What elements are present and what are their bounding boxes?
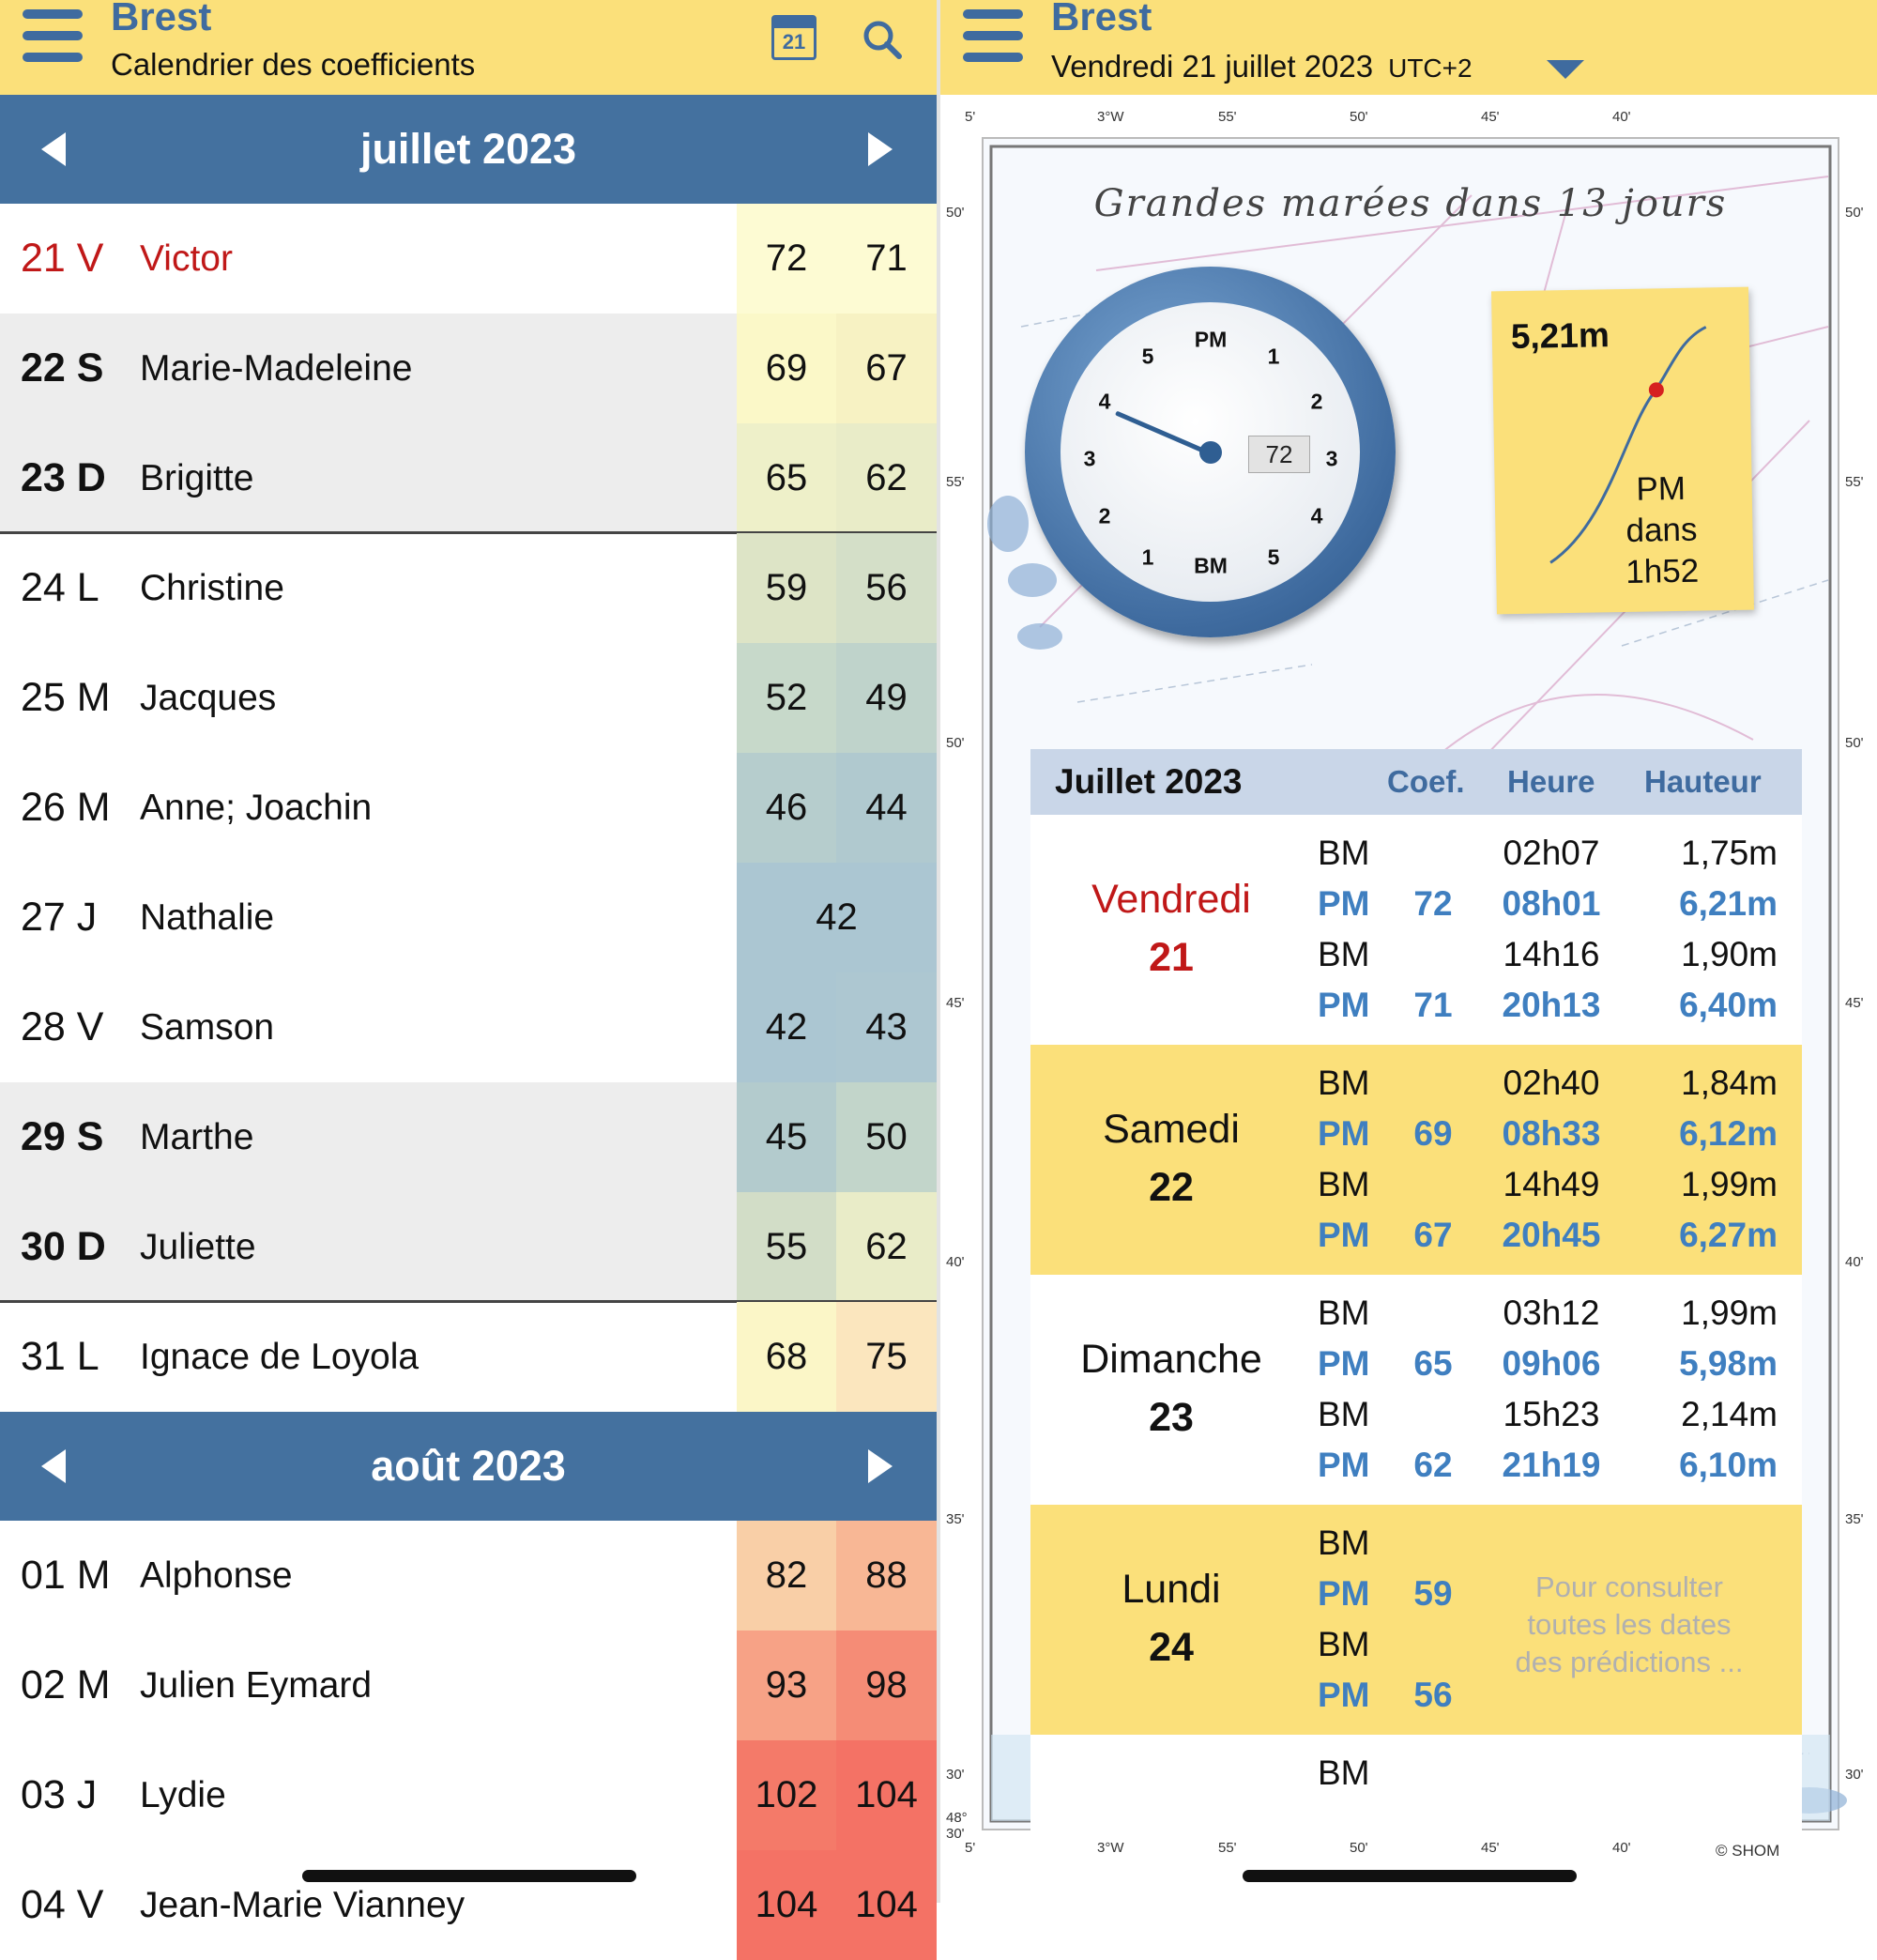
tide-entry bbox=[1030, 1058, 1802, 1109]
tide-day-block[interactable] bbox=[1030, 815, 1802, 1045]
tide-clock-number: 2 bbox=[1098, 503, 1111, 528]
tide-clock-number: 1 bbox=[1141, 544, 1154, 570]
map-left-tick: 55' bbox=[946, 474, 965, 490]
saint-name: Anne; Joachin bbox=[140, 788, 373, 828]
tide-coefficient: 72 bbox=[1413, 884, 1453, 923]
coefficient-morning: 46 bbox=[737, 753, 836, 863]
tide-type: PM bbox=[1318, 884, 1370, 923]
map-right-tick: 55' bbox=[1845, 474, 1864, 490]
tide-time: 20h45 bbox=[1502, 1216, 1601, 1254]
day-label: 30 D bbox=[21, 1224, 106, 1269]
saint-name: Marthe bbox=[140, 1117, 254, 1157]
coefficient-evening: 44 bbox=[836, 753, 937, 863]
copyright: © SHOM bbox=[1716, 1842, 1780, 1860]
map-bottom-tick: 45' bbox=[1481, 1840, 1500, 1856]
tide-type: BM bbox=[1318, 935, 1370, 973]
tide-coefficient: 69 bbox=[1413, 1114, 1453, 1153]
tide-day-block[interactable] bbox=[1030, 1505, 1802, 1735]
coefficient-evening: 56 bbox=[836, 533, 937, 643]
tide-type: BM bbox=[1318, 1165, 1370, 1203]
saint-name: Christine bbox=[140, 568, 284, 608]
map-left-tick: 45' bbox=[946, 995, 965, 1011]
tide-height: 6,21m bbox=[1679, 884, 1778, 923]
coefficient-evening: 88 bbox=[836, 1521, 937, 1631]
day-row[interactable] bbox=[0, 643, 937, 753]
tide-coefficient: 59 bbox=[1413, 1574, 1453, 1613]
tide-clock-bm-label: BM bbox=[1194, 553, 1228, 578]
day-label: 29 S bbox=[21, 1114, 104, 1159]
tide-type: BM bbox=[1318, 1395, 1370, 1433]
tide-type: BM bbox=[1318, 1625, 1370, 1663]
day-label: 24 L bbox=[21, 565, 99, 610]
day-label: 25 M bbox=[21, 675, 111, 720]
menu-icon[interactable] bbox=[23, 9, 83, 69]
saint-name: Victor bbox=[140, 238, 233, 279]
countdown-line: 1h52 bbox=[1625, 552, 1700, 590]
tide-type: PM bbox=[1318, 1344, 1370, 1383]
countdown-line: dans bbox=[1625, 511, 1698, 549]
tide-clock-coefficient: 72 bbox=[1248, 436, 1310, 473]
tide-type: PM bbox=[1318, 1446, 1370, 1484]
tide-height: 5,98m bbox=[1679, 1344, 1778, 1383]
day-row[interactable] bbox=[0, 1740, 937, 1850]
tide-day-block[interactable] bbox=[1030, 1045, 1802, 1275]
saint-name: Brigitte bbox=[140, 458, 254, 498]
coefficient-evening: 62 bbox=[836, 1192, 937, 1302]
tide-clock-number: 5 bbox=[1267, 544, 1280, 570]
map-bottom-tick: 5' bbox=[965, 1840, 976, 1856]
nautical-chart[interactable] bbox=[982, 137, 1839, 1830]
tide-height: 6,27m bbox=[1679, 1216, 1778, 1254]
tide-clock-hub bbox=[1199, 441, 1222, 464]
map-right-tick: 50' bbox=[1845, 735, 1864, 751]
tide-time: 14h49 bbox=[1503, 1165, 1600, 1203]
coefficient-evening: 43 bbox=[836, 972, 937, 1082]
day-row[interactable] bbox=[0, 1082, 937, 1192]
tide-time: 02h07 bbox=[1503, 834, 1600, 872]
tide-day-number: 22 bbox=[1149, 1165, 1194, 1210]
tide-day-name: Dimanche bbox=[1080, 1337, 1262, 1382]
month-label: août 2023 bbox=[371, 1442, 566, 1490]
current-height: 5,21m bbox=[1510, 315, 1610, 357]
tide-type: BM bbox=[1318, 1524, 1370, 1562]
saint-name: Jacques bbox=[140, 678, 277, 718]
day-label: 26 M bbox=[21, 785, 111, 830]
coefficient-morning: 82 bbox=[737, 1521, 836, 1631]
day-row[interactable] bbox=[0, 863, 937, 972]
map-left-tick: 50' bbox=[946, 205, 965, 221]
saint-name: Juliette bbox=[140, 1227, 256, 1267]
tide-day-block[interactable] bbox=[1030, 1275, 1802, 1505]
tide-day-number: 24 bbox=[1149, 1625, 1194, 1670]
page-subtitle: Calendrier des coefficients bbox=[111, 47, 476, 82]
saint-name: Julien Eymard bbox=[140, 1665, 373, 1706]
tide-time: 14h16 bbox=[1503, 935, 1600, 973]
tide-type: BM bbox=[1318, 1753, 1370, 1792]
tide-time: 08h33 bbox=[1502, 1114, 1601, 1153]
map-top-tick: 50' bbox=[1350, 109, 1368, 125]
tide-type: PM bbox=[1318, 1216, 1370, 1254]
tide-time: 02h40 bbox=[1503, 1064, 1600, 1102]
saint-name: Jean-Marie Vianney bbox=[140, 1885, 465, 1925]
tide-clock-face bbox=[1061, 302, 1360, 602]
map-top-tick: 5' bbox=[965, 109, 976, 125]
tide-coefficient: 67 bbox=[1413, 1216, 1453, 1254]
coefficient-calendar-pane bbox=[0, 0, 937, 1927]
column-coef: Coef. bbox=[1387, 764, 1465, 799]
day-row[interactable] bbox=[0, 753, 937, 863]
calendar-icon-day: 21 bbox=[782, 30, 806, 54]
day-row[interactable] bbox=[0, 204, 937, 314]
tide-time: 21h19 bbox=[1502, 1446, 1601, 1484]
date-selector[interactable] bbox=[1051, 49, 1473, 84]
search-icon[interactable] bbox=[862, 19, 903, 60]
map-top-tick: 40' bbox=[1612, 109, 1631, 125]
height-sticky-note bbox=[1491, 287, 1754, 615]
coefficient-evening: 71 bbox=[836, 204, 937, 314]
month-header bbox=[0, 1412, 937, 1521]
tide-height: 1,99m bbox=[1681, 1165, 1778, 1203]
map-bottom-tick: 3°W bbox=[1097, 1840, 1124, 1856]
coefficient-evening: 104 bbox=[836, 1850, 937, 1960]
coefficient-evening: 49 bbox=[836, 643, 937, 753]
tide-height: 1,84m bbox=[1681, 1064, 1778, 1102]
coefficient-evening: 67 bbox=[836, 314, 937, 423]
day-label: 31 L bbox=[21, 1334, 99, 1379]
tide-type: BM bbox=[1318, 1064, 1370, 1102]
tide-type: BM bbox=[1318, 1294, 1370, 1332]
tide-entry bbox=[1030, 1389, 1802, 1440]
tide-clock-number: 1 bbox=[1267, 344, 1280, 369]
tide-clock-number: 4 bbox=[1098, 389, 1111, 414]
month-header bbox=[0, 95, 937, 204]
day-label: 02 M bbox=[21, 1662, 111, 1707]
map-top-tick: 45' bbox=[1481, 109, 1500, 125]
map-left-tick: 30' bbox=[946, 1767, 965, 1783]
tide-height: 2,14m bbox=[1681, 1395, 1778, 1433]
day-label: 03 J bbox=[21, 1772, 98, 1817]
next-high-tide-countdown bbox=[1599, 467, 1723, 593]
coefficient-evening: 75 bbox=[836, 1302, 937, 1412]
map-right-tick: 45' bbox=[1845, 995, 1864, 1011]
coefficient-morning: 104 bbox=[737, 1850, 836, 1960]
map-left-tick: 50' bbox=[946, 735, 965, 751]
coefficient-evening: 104 bbox=[836, 1740, 937, 1850]
coefficient-morning: 68 bbox=[737, 1302, 836, 1412]
coefficient-morning: 93 bbox=[737, 1631, 836, 1740]
tide-coefficient: 56 bbox=[1413, 1676, 1453, 1714]
tide-entry bbox=[1030, 1518, 1802, 1569]
tide-time: 03h12 bbox=[1503, 1294, 1600, 1332]
tide-entry bbox=[1030, 1440, 1802, 1491]
tide-entry bbox=[1030, 1210, 1802, 1261]
tide-clock bbox=[1025, 267, 1396, 637]
day-label: 01 M bbox=[21, 1553, 111, 1598]
map-left-tick: 35' bbox=[946, 1511, 965, 1527]
day-row[interactable] bbox=[0, 423, 937, 533]
tide-clock-number: 5 bbox=[1141, 344, 1154, 369]
tide-time: 09h06 bbox=[1502, 1344, 1601, 1383]
tide-height: 1,75m bbox=[1681, 834, 1778, 872]
saint-name: Alphonse bbox=[140, 1555, 293, 1596]
next-month-icon[interactable] bbox=[868, 132, 893, 166]
day-label: 04 V bbox=[21, 1882, 104, 1927]
saint-name: Marie-Madeleine bbox=[140, 348, 413, 389]
tide-height: 1,99m bbox=[1681, 1294, 1778, 1332]
day-row[interactable] bbox=[0, 1521, 937, 1631]
tide-entry bbox=[1030, 828, 1802, 879]
coefficient-morning: 72 bbox=[737, 204, 836, 314]
tide-time: 20h13 bbox=[1502, 986, 1601, 1024]
tide-entry bbox=[1030, 879, 1802, 929]
day-label: 27 J bbox=[21, 895, 98, 940]
coefficient-morning: 45 bbox=[737, 1082, 836, 1192]
coefficient-morning: 52 bbox=[737, 643, 836, 753]
day-row[interactable] bbox=[0, 533, 937, 643]
tide-type: PM bbox=[1318, 986, 1370, 1024]
coefficient-evening: 98 bbox=[836, 1631, 937, 1740]
map-right-tick: 50' bbox=[1845, 205, 1864, 221]
tide-type: PM bbox=[1318, 1114, 1370, 1153]
countdown-line: PM bbox=[1636, 469, 1686, 508]
tide-day-name: Lundi bbox=[1122, 1567, 1221, 1612]
tide-type: PM bbox=[1318, 1574, 1370, 1613]
map-right-tick: 40' bbox=[1845, 1254, 1864, 1270]
tide-height: 6,10m bbox=[1679, 1446, 1778, 1484]
saint-name: Lydie bbox=[140, 1775, 226, 1815]
saint-name: Ignace de Loyola bbox=[140, 1337, 420, 1377]
coefficient-morning: 59 bbox=[737, 533, 836, 643]
map-top-tick: 3°W bbox=[1097, 109, 1124, 125]
subscription-prompt[interactable]: Pour consulter toutes les dates des prédictions ... bbox=[1515, 1570, 1744, 1678]
tide-coefficient: 65 bbox=[1413, 1344, 1453, 1383]
tide-table-header bbox=[1030, 749, 1802, 815]
day-label: 28 V bbox=[21, 1004, 104, 1049]
coefficient-morning: 65 bbox=[737, 423, 836, 533]
coefficient-single: 42 bbox=[737, 863, 937, 972]
menu-icon[interactable] bbox=[963, 9, 1023, 69]
column-hauteur: Hauteur bbox=[1644, 764, 1762, 799]
map-bottom-tick: 50' bbox=[1350, 1840, 1368, 1856]
tide-time: 15h23 bbox=[1503, 1395, 1600, 1433]
tide-entry bbox=[1030, 1288, 1802, 1339]
home-indicator[interactable] bbox=[1243, 1870, 1577, 1882]
day-row[interactable] bbox=[0, 1631, 937, 1740]
map-left-tick: 40' bbox=[946, 1254, 965, 1270]
coefficient-morning: 69 bbox=[737, 314, 836, 423]
tide-entry bbox=[1030, 929, 1802, 980]
day-row[interactable] bbox=[0, 314, 937, 423]
tide-entry bbox=[1030, 1159, 1802, 1210]
tide-entry bbox=[1030, 1748, 1802, 1799]
tide-clock-number: 3 bbox=[1325, 446, 1338, 471]
tide-detail-pane bbox=[940, 0, 1877, 1903]
tide-clock-pm-label: PM bbox=[1194, 327, 1228, 352]
tide-clock-number: 2 bbox=[1310, 389, 1323, 414]
tide-type: PM bbox=[1318, 1676, 1370, 1714]
tide-day-block[interactable] bbox=[1030, 1735, 1802, 1838]
coefficient-morning: 55 bbox=[737, 1192, 836, 1302]
tide-height: 6,12m bbox=[1679, 1114, 1778, 1153]
tide-clock-hand bbox=[1115, 411, 1212, 456]
day-row[interactable] bbox=[0, 1850, 937, 1960]
tide-height: 6,40m bbox=[1679, 986, 1778, 1024]
day-row[interactable] bbox=[0, 1302, 937, 1412]
tide-day-number: 23 bbox=[1149, 1395, 1194, 1440]
tide-clock-number: 4 bbox=[1310, 503, 1323, 528]
tide-day-number: 21 bbox=[1149, 935, 1194, 980]
tide-entry bbox=[1030, 1109, 1802, 1159]
column-heure: Heure bbox=[1507, 764, 1595, 799]
day-row[interactable] bbox=[0, 972, 937, 1082]
coefficient-morning: 102 bbox=[737, 1740, 836, 1850]
saint-name: Nathalie bbox=[140, 897, 275, 938]
map-left-tick: 48° 30' bbox=[946, 1810, 968, 1842]
port-title[interactable]: Brest bbox=[1051, 0, 1152, 38]
app-bar bbox=[0, 0, 937, 95]
calendar-today-icon[interactable] bbox=[771, 15, 816, 60]
tide-day-name: Vendredi bbox=[1091, 877, 1251, 922]
map-right-tick: 35' bbox=[1845, 1511, 1864, 1527]
map-top-tick: 55' bbox=[1218, 109, 1237, 125]
date-label: Vendredi 21 juillet 2023 bbox=[1051, 49, 1374, 84]
tide-clock-number: 3 bbox=[1083, 446, 1096, 471]
next-month-icon[interactable] bbox=[868, 1449, 893, 1483]
tide-table-month: Juillet 2023 bbox=[1055, 762, 1243, 801]
tide-height: 1,90m bbox=[1681, 935, 1778, 973]
app-bar-right bbox=[940, 0, 1877, 95]
chevron-down-icon[interactable] bbox=[1547, 60, 1584, 79]
tide-day-name: Samedi bbox=[1103, 1107, 1240, 1152]
utc-offset: UTC+2 bbox=[1388, 54, 1473, 83]
saint-name: Samson bbox=[140, 1007, 275, 1048]
tide-entry bbox=[1030, 980, 1802, 1031]
day-label: 23 D bbox=[21, 455, 106, 500]
day-label: 22 S bbox=[21, 345, 104, 390]
tide-coefficient: 71 bbox=[1413, 986, 1453, 1024]
spring-tide-banner: Grandes marées dans 13 jours bbox=[1093, 182, 1728, 225]
tide-coefficient: 62 bbox=[1413, 1446, 1453, 1484]
coefficient-evening: 50 bbox=[836, 1082, 937, 1192]
day-label: 21 V bbox=[21, 236, 104, 281]
map-bottom-tick: 40' bbox=[1612, 1840, 1631, 1856]
map-right-tick: 30' bbox=[1845, 1767, 1864, 1783]
day-row[interactable] bbox=[0, 1192, 937, 1302]
month-label: juillet 2023 bbox=[359, 125, 577, 173]
map-bottom-tick: 55' bbox=[1218, 1840, 1237, 1856]
tide-time: 08h01 bbox=[1502, 884, 1601, 923]
home-indicator[interactable] bbox=[302, 1870, 636, 1882]
tide-type: BM bbox=[1318, 834, 1370, 872]
coefficient-evening: 62 bbox=[836, 423, 937, 533]
coefficient-morning: 42 bbox=[737, 972, 836, 1082]
tide-entry bbox=[1030, 1339, 1802, 1389]
port-title[interactable]: Brest bbox=[111, 0, 212, 38]
